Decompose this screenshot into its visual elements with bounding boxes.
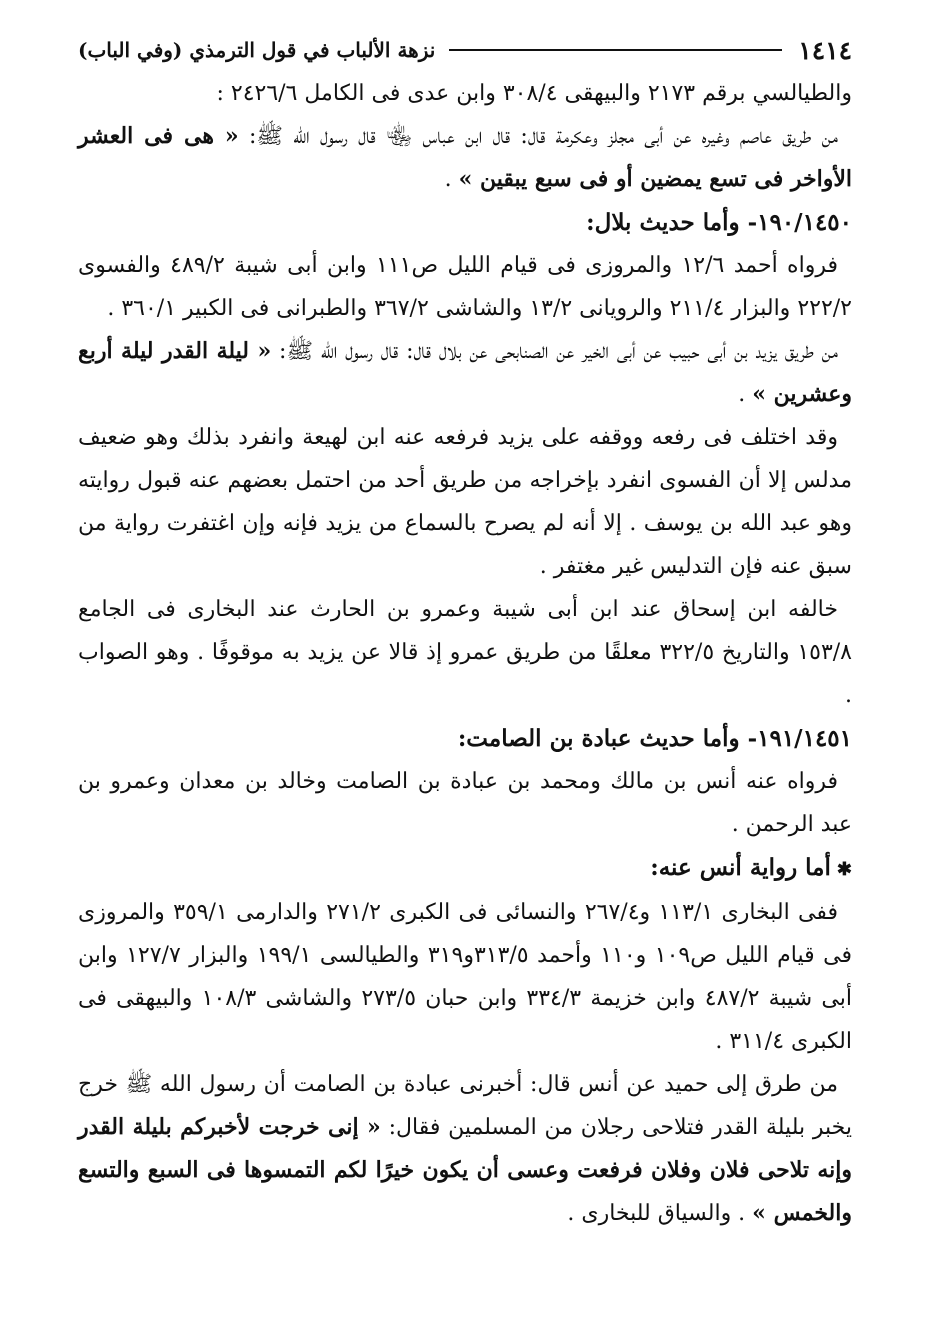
hadith-quote: « إنى خرجت لأخبركم بليلة القدر وإنه تلاحى فلان وفلان فرفعت وعسى أن يكون خيرًا لكم التمسوها فى السبع والتسع والخمس » — [78, 1114, 852, 1226]
paragraph-end: . والسياق للبخارى . — [567, 1201, 753, 1226]
running-title: نزهة الألباب في قول الترمذي (وفي الباب) — [78, 38, 436, 62]
subheading-text: أما رواية أنس عنه: — [650, 854, 831, 881]
body-text — [78, 72, 852, 1235]
paragraph-bilal-discussion: وقد اختلف فى رفعه ووقفه على يزيد فرفعه عنه ابن لهيعة وانفرد بذلك وهو ضعيف مدلس إلا أن الفسوى انفرد بإخراجه من طريق أحد من احتمل بعضهم عنه قبول روايته وهو عبد الله بن يوسف . إلا أنه لم يصرح بالسماع من يزيد فإنه وإن اغتفرت رواية من سبق عنه فإن التدليس غير مغتفر . — [78, 425, 852, 579]
paragraph-end: . — [738, 382, 753, 407]
paragraph-bilal-correction: خالفه ابن إسحاق عند ابن أبى شيبة وعمرو بن الحارث عند البخارى فى الجامع ١٥٣/٨ والتاريخ ٣٢٢/٥ معلقًا من طريق عمرو إذ قالا عن يزيد به موقوفًا . وهو الصواب . — [78, 597, 852, 708]
subheading-anas-narration — [78, 846, 852, 891]
narration-chain: من طريق يزيد بن أبى حبيب عن أبى الخير عن الصنابحى عن بلال قال: قال رسول الله ﷺ: — [271, 339, 838, 364]
paragraph-end: . — [444, 167, 459, 192]
document-page — [78, 30, 852, 1235]
narration-chain: من طريق عاصم وغيره عن أبى مجلز وعكرمة قال: قال ابن عباس ﵄ قال رسول الله ﷺ: — [238, 124, 838, 149]
hadith-quote: « ليلة القدر ليلة أربع وعشرين » — [78, 338, 852, 407]
page-header — [78, 30, 852, 70]
page-number: ١٤١٤ — [798, 35, 852, 65]
paragraph-bilal-narration — [78, 330, 852, 416]
section-heading-bilal: ١٩٠/١٤٥٠- وأما حديث بلال: — [586, 209, 852, 236]
header-rule — [449, 49, 782, 51]
hadith-quote: « هى فى العشر الأواخر فى تسع يمضين أو فى سبع يبقين » — [78, 123, 852, 192]
paragraph-ibn-abbas-narration — [78, 115, 852, 201]
narration-chain: من طرق إلى حميد عن أنس قال: أخبرنى عبادة بن الصامت أن رسول الله ﷺ خرج يخبر بليلة القدر فتلاحى رجلان من المسلمين فقال: — [78, 1072, 852, 1140]
paragraph-sources-continued: والطيالسي برقم ٢١٧٣ والبيهقى ٣٠٨/٤ وابن عدى فى الكامل ٢٤٢٦/٦ : — [216, 81, 852, 106]
star-icon: ✱ — [836, 859, 852, 880]
section-heading-ubada: ١٩١/١٤٥١- وأما حديث عبادة بن الصامت: — [457, 725, 852, 752]
paragraph-bilal-sources: فرواه أحمد ١٢/٦ والمروزى فى قيام الليل ص١١١ وابن أبى شيبة ٤٨٩/٢ والفسوى ٢٢٢/٢ والبزار ٢١١/٤ والرويانى ١٣/٢ والشاشى ٣٦٧/٢ والطبرانى فى الكبير ٣٦٠/١ . — [78, 253, 852, 321]
paragraph-anas-sources: ففى البخارى ١١٣/١ و٢٦٧/٤ والنسائى فى الكبرى ٢٧١/٢ والدارمى ٣٥٩/١ والمروزى فى قيام الليل ص١٠٩ و١١٠ وأحمد ٣١٣/٥و٣١٩ والطيالسى ١٩٩/١ والبزار ١٢٧/٧ وابن أبى شيبة ٤٨٧/٢ وابن خزيمة ٣٣٤/٣ وابن حبان ٢٧٣/٥ والشاشى ١٠٨/٣ والبيهقى فى الكبرى ٣١١/٤ . — [78, 900, 852, 1054]
paragraph-anas-narration — [78, 1063, 852, 1235]
paragraph-ubada-narrators: فرواه عنه أنس بن مالك ومحمد بن عبادة بن الصامت وخالد بن معدان وعمرو بن عبد الرحمن . — [78, 769, 852, 837]
